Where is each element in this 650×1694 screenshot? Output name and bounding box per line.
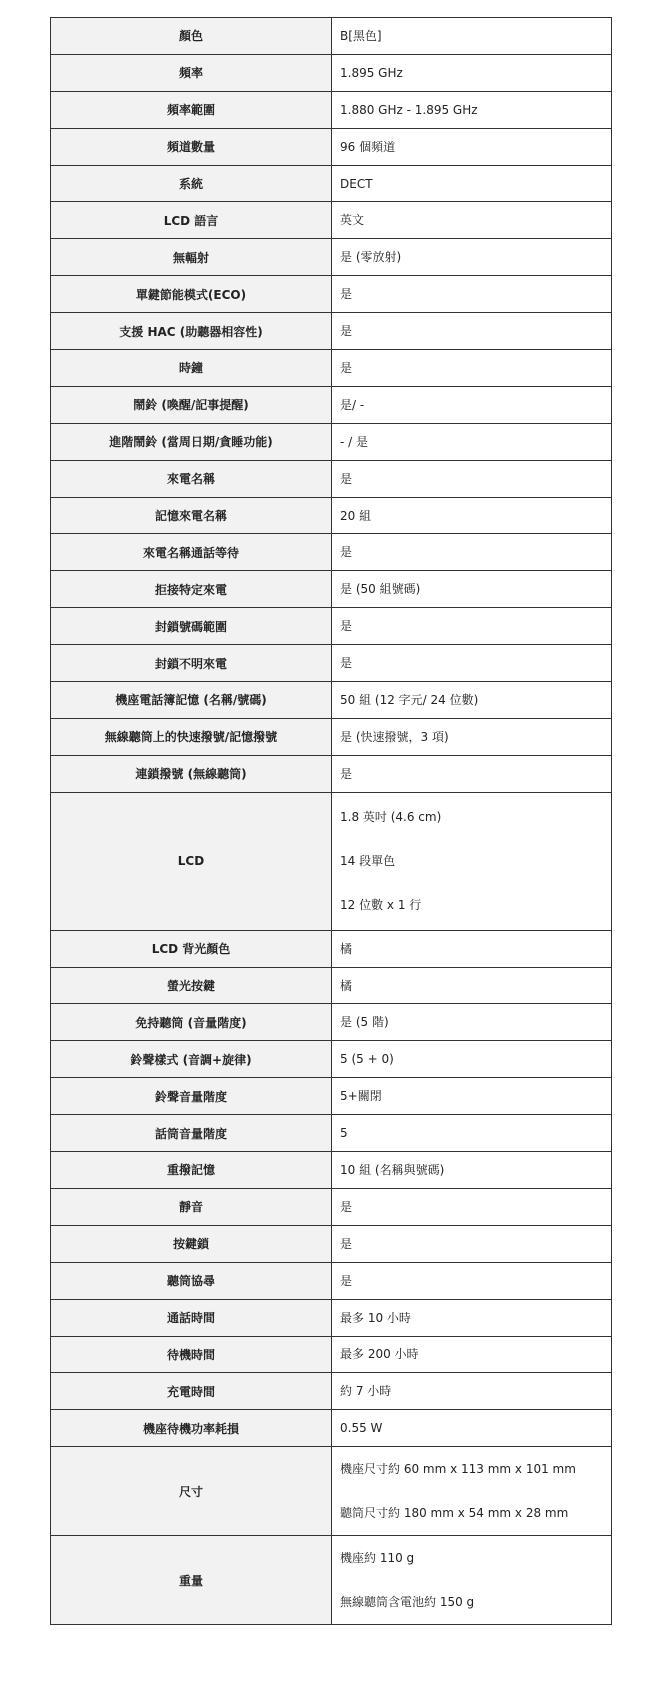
spec-label: 單鍵節能模式(ECO) xyxy=(51,276,332,313)
spec-value xyxy=(332,239,612,276)
spec-value-line: 無線聽筒含電池約 150 g xyxy=(340,1595,475,1610)
spec-value-line: 14 段單色 xyxy=(340,854,396,869)
spec-label: 機座電話簿記憶 (名稱/號碼) xyxy=(51,682,332,719)
spec-label: 來電名稱通話等待 xyxy=(51,534,332,571)
spec-value-line: 96 個頻道 xyxy=(340,139,396,154)
spec-row xyxy=(51,460,612,497)
spec-value xyxy=(332,54,612,91)
spec-value-line: 是 (50 組號碼) xyxy=(340,582,421,597)
spec-label: 免持聽筒 (音量階度) xyxy=(51,1004,332,1041)
spec-value-line: 是 xyxy=(340,766,353,781)
spec-row xyxy=(51,1041,612,1078)
spec-label: 待機時間 xyxy=(51,1336,332,1373)
spec-row xyxy=(51,1225,612,1262)
spec-row xyxy=(51,386,612,423)
spec-label: 拒接特定來電 xyxy=(51,571,332,608)
spec-value-line: 是 xyxy=(340,1236,353,1251)
spec-row xyxy=(51,608,612,645)
spec-row xyxy=(51,1299,612,1336)
spec-row xyxy=(51,128,612,165)
spec-row xyxy=(51,1410,612,1447)
spec-value-line: 最多 200 小時 xyxy=(340,1347,419,1362)
spec-label: 頻率 xyxy=(51,54,332,91)
spec-row xyxy=(51,718,612,755)
spec-value-line: 機座尺寸約 60 mm x 113 mm x 101 mm xyxy=(340,1462,576,1477)
spec-value xyxy=(332,497,612,534)
spec-row xyxy=(51,350,612,387)
spec-row xyxy=(51,497,612,534)
spec-row xyxy=(51,239,612,276)
spec-label: LCD 背光顏色 xyxy=(51,930,332,967)
spec-label: 記憶來電名稱 xyxy=(51,497,332,534)
spec-value-line: 是 xyxy=(340,545,353,560)
spec-value xyxy=(332,930,612,967)
spec-value-line: 5+關閉 xyxy=(340,1089,382,1104)
spec-value-line: 橘 xyxy=(340,941,353,956)
spec-value xyxy=(332,276,612,313)
spec-label: 來電名稱 xyxy=(51,460,332,497)
spec-value-line: 是 (零放射) xyxy=(340,250,402,265)
spec-value-line: 10 組 (名稱與號碼) xyxy=(340,1162,445,1177)
spec-label: 尺寸 xyxy=(51,1447,332,1536)
spec-label: 支援 HAC (助聽器相容性) xyxy=(51,313,332,350)
spec-value-line: 1.895 GHz xyxy=(340,65,403,80)
spec-row xyxy=(51,1262,612,1299)
spec-label: LCD 語言 xyxy=(51,202,332,239)
spec-value xyxy=(332,534,612,571)
spec-table-body xyxy=(51,18,612,1625)
spec-row xyxy=(51,755,612,792)
spec-value xyxy=(332,386,612,423)
spec-value-line: B[黑色] xyxy=(340,28,382,43)
spec-label: 靜音 xyxy=(51,1188,332,1225)
spec-label: 頻道數量 xyxy=(51,128,332,165)
spec-label: 無線聽筒上的快速撥號/記憶撥號 xyxy=(51,718,332,755)
spec-label: 充電時間 xyxy=(51,1373,332,1410)
spec-row xyxy=(51,1004,612,1041)
spec-row xyxy=(51,276,612,313)
spec-label: 螢光按鍵 xyxy=(51,967,332,1004)
spec-value-line: 5 xyxy=(340,1126,348,1141)
spec-value-line: 是/ - xyxy=(340,397,365,412)
spec-value-line: 是 (5 階) xyxy=(340,1015,389,1030)
spec-row xyxy=(51,682,612,719)
spec-row xyxy=(51,1336,612,1373)
spec-row xyxy=(51,1115,612,1152)
spec-value-line: 是 xyxy=(340,287,353,302)
spec-value-line: 橘 xyxy=(340,978,353,993)
spec-label: 話筒音量階度 xyxy=(51,1115,332,1152)
spec-value xyxy=(332,967,612,1004)
spec-row xyxy=(51,571,612,608)
spec-label: 鈴聲音量階度 xyxy=(51,1078,332,1115)
spec-value xyxy=(332,1536,612,1625)
spec-value xyxy=(332,682,612,719)
spec-value xyxy=(332,18,612,55)
spec-value-line: 英文 xyxy=(340,213,365,228)
spec-label: 通話時間 xyxy=(51,1299,332,1336)
spec-value xyxy=(332,1225,612,1262)
spec-value-line: 1.8 英吋 (4.6 cm) xyxy=(340,810,442,825)
spec-value xyxy=(332,1373,612,1410)
spec-row xyxy=(51,1188,612,1225)
spec-row xyxy=(51,18,612,55)
spec-value-line: - / 是 xyxy=(340,434,369,449)
spec-value xyxy=(332,1188,612,1225)
spec-row xyxy=(51,792,612,930)
spec-value-line: 50 組 (12 字元/ 24 位數) xyxy=(340,692,479,707)
spec-label: 連鎖撥號 (無線聽筒) xyxy=(51,755,332,792)
spec-value xyxy=(332,608,612,645)
spec-value-line: 機座約 110 g xyxy=(340,1551,415,1566)
spec-value xyxy=(332,1299,612,1336)
spec-value-line: 是 xyxy=(340,619,353,634)
spec-label: 鈴聲樣式 (音調+旋律) xyxy=(51,1041,332,1078)
spec-value xyxy=(332,1004,612,1041)
spec-label: 頻率範圍 xyxy=(51,91,332,128)
spec-row xyxy=(51,967,612,1004)
spec-value xyxy=(332,571,612,608)
spec-label: 封鎖不明來電 xyxy=(51,645,332,682)
spec-row xyxy=(51,534,612,571)
spec-label: 按鍵鎖 xyxy=(51,1225,332,1262)
spec-value xyxy=(332,202,612,239)
spec-row xyxy=(51,313,612,350)
spec-row xyxy=(51,54,612,91)
spec-label: 重撥記憶 xyxy=(51,1152,332,1189)
spec-label: 無輻射 xyxy=(51,239,332,276)
spec-value xyxy=(332,128,612,165)
spec-value xyxy=(332,645,612,682)
spec-label: 時鐘 xyxy=(51,350,332,387)
spec-value xyxy=(332,1336,612,1373)
spec-value-line: 是 xyxy=(340,1273,353,1288)
spec-value xyxy=(332,423,612,460)
spec-row xyxy=(51,423,612,460)
spec-value-line: 約 7 小時 xyxy=(340,1384,392,1399)
spec-label: 進階鬧鈴 (當周日期/貪睡功能) xyxy=(51,423,332,460)
spec-row xyxy=(51,165,612,202)
spec-value xyxy=(332,792,612,930)
spec-value-line: 是 xyxy=(340,471,353,486)
spec-row xyxy=(51,1078,612,1115)
spec-row xyxy=(51,1152,612,1189)
spec-label: 系統 xyxy=(51,165,332,202)
spec-value-line: 最多 10 小時 xyxy=(340,1310,411,1325)
spec-label: 鬧鈴 (喚醒/記事提醒) xyxy=(51,386,332,423)
spec-value xyxy=(332,1115,612,1152)
spec-value-line: 1.880 GHz - 1.895 GHz xyxy=(340,102,478,117)
spec-label: 機座待機功率耗損 xyxy=(51,1410,332,1447)
spec-row xyxy=(51,202,612,239)
spec-value xyxy=(332,718,612,755)
spec-value-line: 12 位數 x 1 行 xyxy=(340,898,422,913)
spec-row xyxy=(51,91,612,128)
spec-value xyxy=(332,755,612,792)
spec-label: 重量 xyxy=(51,1536,332,1625)
spec-label: 聽筒協尋 xyxy=(51,1262,332,1299)
spec-value xyxy=(332,1041,612,1078)
spec-value-line: 5 (5 + 0) xyxy=(340,1052,394,1067)
spec-row xyxy=(51,1536,612,1625)
spec-label: 封鎖號碼範圍 xyxy=(51,608,332,645)
spec-value xyxy=(332,165,612,202)
spec-row xyxy=(51,1373,612,1410)
spec-value xyxy=(332,1410,612,1447)
spec-value xyxy=(332,313,612,350)
spec-value-line: 是 xyxy=(340,324,353,339)
spec-value-line: 是 xyxy=(340,656,353,671)
spec-value-line: 是 (快速撥號，3 項) xyxy=(340,729,449,744)
spec-value-line: 聽筒尺寸約 180 mm x 54 mm x 28 mm xyxy=(340,1506,569,1521)
spec-value-line: 是 xyxy=(340,1199,353,1214)
spec-value xyxy=(332,1262,612,1299)
spec-table xyxy=(50,17,612,1625)
spec-value xyxy=(332,350,612,387)
spec-label: 顏色 xyxy=(51,18,332,55)
spec-value xyxy=(332,1078,612,1115)
spec-value-line: DECT xyxy=(340,176,373,191)
spec-value xyxy=(332,91,612,128)
spec-value xyxy=(332,1447,612,1536)
spec-value-line: 20 組 xyxy=(340,508,372,523)
spec-value-line: 是 xyxy=(340,360,353,375)
spec-label: LCD xyxy=(51,792,332,930)
spec-row xyxy=(51,645,612,682)
spec-value xyxy=(332,1152,612,1189)
spec-value xyxy=(332,460,612,497)
spec-value-line: 0.55 W xyxy=(340,1421,383,1436)
spec-row xyxy=(51,930,612,967)
spec-row xyxy=(51,1447,612,1536)
